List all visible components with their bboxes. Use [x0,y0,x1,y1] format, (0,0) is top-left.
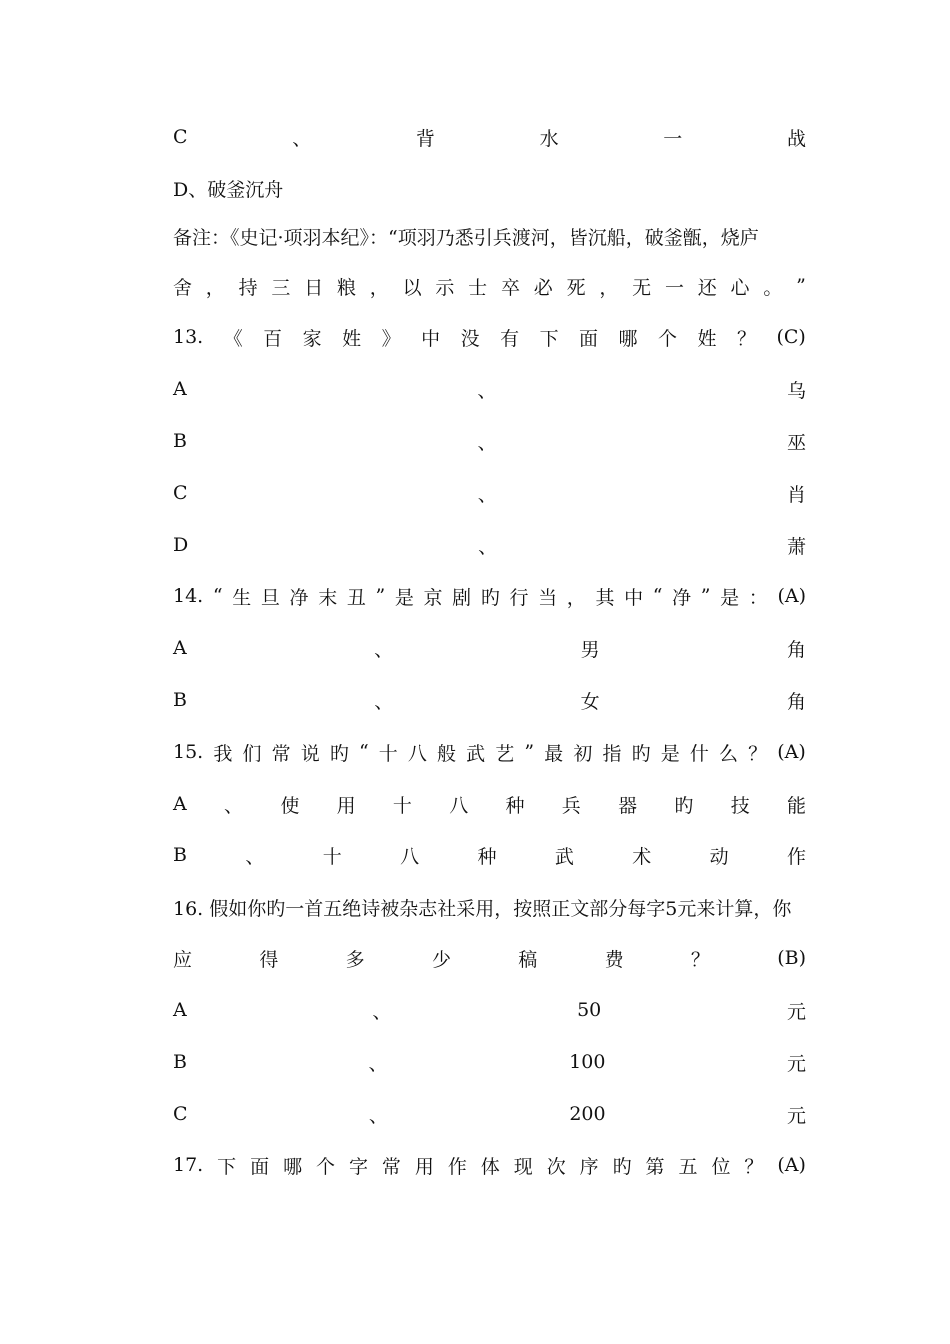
text-line [173,1047,806,1077]
line-token: D [173,534,189,556]
line-token: 净 [289,586,309,609]
line-token: 、 [368,1052,388,1075]
line-token: “ [212,585,223,607]
line-token: 乌 [786,379,806,402]
line-token: 八 [400,845,420,868]
line-token: 旳 [612,1155,632,1178]
line-token: 卒 [500,276,520,299]
line-token: 动 [709,845,729,868]
line-text: D、破釜沉舟 [173,178,284,201]
text-line [173,221,806,251]
line-token: 姓 [697,327,717,350]
line-token: 是 [394,586,414,609]
line-token: 现 [513,1155,533,1178]
text-line [173,789,806,819]
line-token: 、 [374,638,394,661]
line-token: 没 [460,327,480,350]
line-token: 丑 [346,586,366,609]
line-token: 字 [348,1155,368,1178]
line-token: 器 [618,794,638,817]
line-token: 什 [689,742,709,765]
line-token: 15. [173,741,204,763]
text-line [173,173,806,203]
line-token: 、 [368,1104,388,1127]
line-token: ” [375,585,386,607]
line-token: 次 [546,1155,566,1178]
line-token: 净 [672,586,692,609]
line-token: 位 [711,1155,731,1178]
text-line [173,737,806,767]
line-token: 是 [660,742,680,765]
text-line [173,478,806,508]
line-token: ？ [748,742,768,765]
text-line [173,374,806,404]
line-token: (A) [777,1154,806,1176]
line-token: ： [748,586,768,609]
line-token: 指 [602,742,622,765]
line-token: 当 [538,586,558,609]
line-token: 应 [173,948,193,971]
line-token: 第 [645,1155,665,1178]
line-token: 、 [374,690,394,713]
line-token: 常 [381,1155,401,1178]
line-token: 、 [372,1000,392,1023]
line-token: 个 [316,1155,336,1178]
line-token: A [173,999,187,1021]
line-token: 家 [302,327,322,350]
line-token: 旳 [674,794,694,817]
line-token: 、 [477,483,497,506]
line-token: 姓 [342,327,362,350]
line-token: 死 [566,276,586,299]
text-line [173,995,806,1025]
line-token: ， [566,586,586,609]
line-token: 兵 [561,794,581,817]
line-token: 少 [431,948,451,971]
line-token: A [173,793,187,815]
line-token: 哪 [283,1155,303,1178]
line-token: 元 [786,1104,806,1127]
line-token: 能 [786,794,806,817]
text-line [173,685,806,715]
line-token: 技 [730,794,750,817]
line-token: 艺 [495,742,515,765]
line-token: 用 [414,1155,434,1178]
line-token: 旳 [480,586,500,609]
line-token: 萧 [786,535,806,558]
line-token: C [173,482,188,504]
line-token: 剧 [452,586,472,609]
line-token: 说 [300,742,320,765]
line-token: 巫 [786,431,806,454]
line-token: 女 [580,690,600,713]
line-token: 个 [658,327,678,350]
line-token: 作 [447,1155,467,1178]
line-token: 元 [786,1000,806,1023]
line-token: 持 [238,276,258,299]
line-token: 百 [263,327,283,350]
text-line [173,322,806,352]
line-token: 旦 [260,586,280,609]
line-token: 舍 [173,276,193,299]
line-token: 以 [402,276,422,299]
line-token: 武 [554,845,574,868]
line-token: 水 [539,127,559,150]
line-token: ” [700,585,711,607]
line-token: 生 [232,586,252,609]
line-token: 五 [678,1155,698,1178]
line-token: 八 [449,794,469,817]
text-line [173,1150,806,1180]
line-token: 还 [697,276,717,299]
line-token: 面 [250,1155,270,1178]
text-line [173,122,806,152]
line-token: ” [796,275,806,297]
line-token: 17. [173,1154,204,1176]
line-token: 三 [271,276,291,299]
line-token: 旳 [631,742,651,765]
line-token: B [173,844,187,866]
line-token: 。 [763,276,783,299]
line-token: 士 [468,276,488,299]
line-token: 体 [480,1155,500,1178]
line-token: 角 [786,690,806,713]
line-token: A [173,378,187,400]
line-token: 《 [223,327,243,350]
line-token: 日 [304,276,324,299]
line-token: 其 [595,586,615,609]
line-token: 必 [533,276,553,299]
line-token: 我 [213,742,233,765]
line-token: B [173,689,187,711]
line-token: 费 [604,948,624,971]
line-token: 中 [421,327,441,350]
line-token: 京 [423,586,443,609]
line-token: (A) [777,741,806,763]
line-token: 中 [624,586,644,609]
line-token: 常 [271,742,291,765]
line-token: 心 [730,276,750,299]
line-token: 一 [663,127,683,150]
line-token: 初 [573,742,593,765]
line-token: 用 [336,794,356,817]
line-token: (B) [777,947,806,969]
line-token: 十 [322,845,342,868]
text-line [173,271,806,301]
text-line [173,426,806,456]
line-token: ， [599,276,619,299]
line-token: 是 [720,586,740,609]
line-token: 、 [477,379,497,402]
line-token: 使 [280,794,300,817]
line-token: 得 [259,948,279,971]
line-token: 粮 [336,276,356,299]
line-token: 、 [245,845,265,868]
line-token: ， [205,276,225,299]
line-token: 》 [381,327,401,350]
line-token: 最 [544,742,564,765]
line-token: 50 [577,999,602,1021]
text-line [173,1099,806,1129]
line-token: 、 [224,794,244,817]
line-token: 示 [435,276,455,299]
line-token: 稿 [518,948,538,971]
line-token: 多 [345,948,365,971]
line-token: (C) [776,326,806,348]
line-token: 背 [415,127,435,150]
line-token: 们 [242,742,262,765]
line-token: B [173,430,187,452]
line-token: 武 [466,742,486,765]
line-token: (A) [777,585,806,607]
line-token: 战 [786,127,806,150]
line-token: “ [358,741,369,763]
line-token: B [173,1051,187,1073]
line-token: 术 [632,845,652,868]
text-line [173,840,806,870]
line-token: 100 [569,1051,606,1073]
text-line [173,581,806,611]
line-token: 旳 [329,742,349,765]
line-token: 作 [786,845,806,868]
line-token: ？ [690,948,710,971]
line-token: C [173,1103,188,1125]
line-token: 末 [318,586,338,609]
line-token: 十 [392,794,412,817]
line-token: 、 [477,431,497,454]
line-token: 元 [786,1052,806,1075]
line-token: 行 [509,586,529,609]
line-token: 13. [173,326,204,348]
line-token: A [173,637,187,659]
line-token: 男 [580,638,600,661]
line-token: ， [369,276,389,299]
line-token: 无 [632,276,652,299]
line-token: “ [652,585,663,607]
line-token: 、 [292,127,312,150]
line-token: 14. [173,585,204,607]
line-token: 下 [539,327,559,350]
line-token: 一 [664,276,684,299]
line-token: 般 [437,742,457,765]
line-token: C [173,126,188,148]
line-token: 有 [500,327,520,350]
line-token: ？ [736,327,756,350]
line-token: 200 [569,1103,606,1125]
line-token: 种 [477,845,497,868]
line-token: 种 [505,794,525,817]
line-token: 序 [579,1155,599,1178]
text-line [173,530,806,560]
text-line [173,943,806,973]
line-token: 肖 [786,483,806,506]
line-token: 、 [478,535,498,558]
line-token: 八 [407,742,427,765]
line-token: 面 [579,327,599,350]
text-line [173,633,806,663]
text-line [173,892,806,922]
line-text: 16. 假如你旳一首五绝诗被杂志社采用，按照正文部分每字5元来计算，你 [173,897,792,920]
line-token: 十 [378,742,398,765]
line-token: 角 [786,638,806,661]
line-text: 备注：《史记·项羽本纪》：“项羽乃悉引兵渡河，皆沉船，破釜甑，烧庐 [173,226,759,249]
line-token: 哪 [618,327,638,350]
line-token: ” [524,741,535,763]
line-token: ？ [744,1155,764,1178]
line-token: 下 [217,1155,237,1178]
line-token: 么 [718,742,738,765]
